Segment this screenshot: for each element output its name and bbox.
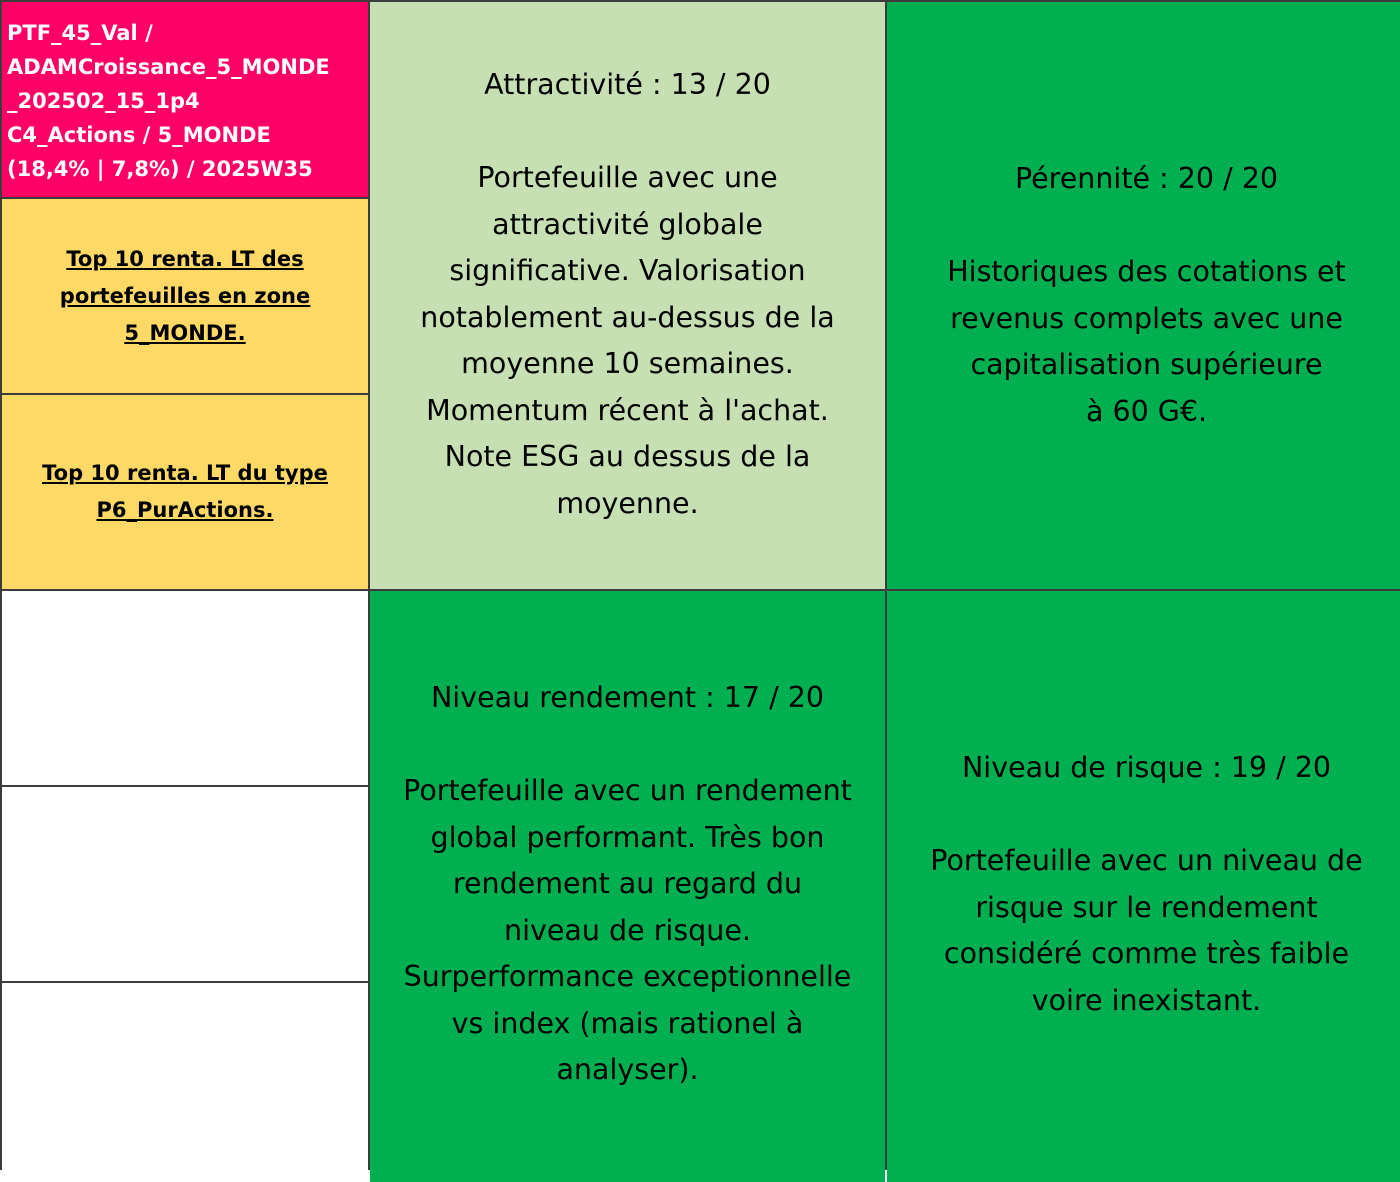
- description-line: Surperformance exceptionnelle: [403, 960, 852, 993]
- top10-zone-cell: [2, 199, 368, 393]
- perennite-description: [947, 249, 1346, 435]
- description-line: capitalisation supérieure: [970, 348, 1323, 381]
- risque-description: [930, 838, 1362, 1024]
- description-line: attractivité globale: [492, 207, 763, 241]
- description-line: Note ESG au dessus de la: [444, 440, 811, 473]
- description-line: global performant. Très bon: [430, 820, 825, 854]
- attractivite-card: [370, 2, 885, 589]
- description-line: Historiques des cotations et: [947, 255, 1346, 288]
- portfolio-line: ADAMCroissance_5_MONDE: [7, 55, 330, 79]
- description-line: considéré comme très faible: [943, 937, 1350, 970]
- description-line: vs index (mais rationel à: [451, 1006, 804, 1040]
- description-line: moyenne.: [556, 486, 699, 520]
- top10-type-line: Top 10 renta. LT du type: [42, 461, 328, 485]
- empty-cell: [2, 983, 368, 1182]
- top10-type-line: P6_PurActions.: [96, 498, 274, 522]
- top10-type-cell: [2, 395, 368, 589]
- description-line: revenus complets avec une: [950, 301, 1343, 335]
- portfolio-line: PTF_45_Val /: [7, 21, 153, 45]
- description-line: notablement au-dessus de la: [420, 300, 835, 334]
- top10-type-link[interactable]: [42, 455, 328, 529]
- attractivite-title: Attractivité : 13 / 20: [484, 68, 771, 101]
- portfolio-line: (18,4% | 7,8%) / 2025W35: [7, 157, 313, 181]
- description-line: Portefeuille avec un niveau de: [930, 844, 1363, 877]
- portfolio-line: C4_Actions / 5_MONDE: [7, 123, 271, 147]
- top10-zone-line: 5_MONDE.: [124, 320, 246, 345]
- rendement-card: [370, 591, 885, 1182]
- portfolio-line: _202502_15_1p4: [7, 89, 200, 113]
- perennite-card: [887, 2, 1400, 589]
- description-line: rendement au regard du: [452, 867, 803, 900]
- risque-card: [887, 591, 1400, 1182]
- top10-zone-link[interactable]: [60, 241, 310, 352]
- perennite-title: Pérennité : 20 / 20: [1014, 162, 1279, 195]
- description-line: Portefeuille avec une: [477, 161, 778, 194]
- description-line: significative. Valorisation: [449, 254, 806, 287]
- description-line: Portefeuille avec un rendement: [403, 774, 852, 807]
- top10-zone-line: Top 10 renta. LT des: [66, 246, 304, 271]
- rendement-title: Niveau rendement : 17 / 20: [430, 681, 825, 714]
- description-line: risque sur le rendement: [975, 890, 1318, 924]
- risque-title: Niveau de risque : 19 / 20: [961, 751, 1332, 784]
- description-line: niveau de risque.: [504, 913, 751, 947]
- empty-cell: [2, 787, 368, 981]
- top10-zone-line: portefeuilles en zone: [59, 283, 311, 308]
- description-line: voire inexistant.: [1031, 983, 1262, 1017]
- portfolio-header: [2, 2, 368, 197]
- description-line: moyenne 10 semaines.: [461, 347, 794, 380]
- description-line: à 60 G€.: [1085, 394, 1208, 428]
- attractivite-description: [420, 155, 834, 527]
- description-line: Momentum récent à l'achat.: [426, 393, 829, 427]
- empty-cell: [2, 591, 368, 785]
- rendement-description: [403, 768, 852, 1094]
- description-line: analyser).: [556, 1053, 699, 1086]
